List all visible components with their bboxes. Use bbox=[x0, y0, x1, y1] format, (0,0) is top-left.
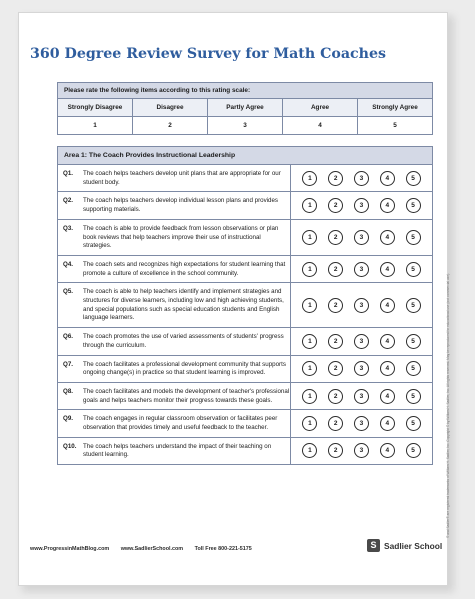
rating-option-1[interactable]: 1 bbox=[302, 443, 317, 458]
rating-options bbox=[291, 256, 432, 282]
rating-option-1[interactable]: 1 bbox=[302, 230, 317, 245]
question-text: The coach facilitates a professional development community that supports ongoing change(s) in practice so that student learning is improved. bbox=[83, 356, 291, 382]
sadlier-logo bbox=[367, 539, 442, 552]
question-list bbox=[58, 164, 432, 464]
page-title: 360 Degree Review Survey for Math Coaches bbox=[30, 46, 386, 62]
question-row bbox=[58, 409, 432, 436]
rating-option-5[interactable]: 5 bbox=[406, 416, 421, 431]
scale-label: Disagree bbox=[133, 99, 208, 116]
rating-scale-instruction: Please rate the following items according to this rating scale: bbox=[58, 83, 432, 99]
rating-option-4[interactable]: 4 bbox=[380, 334, 395, 349]
question-text: The coach facilitates and models the development of teacher's professional goals and helps teachers monitor their progress towards these goals. bbox=[83, 383, 291, 409]
rating-option-3[interactable]: 3 bbox=[354, 389, 369, 404]
rating-option-4[interactable]: 4 bbox=[380, 262, 395, 277]
rating-option-5[interactable]: 5 bbox=[406, 443, 421, 458]
rating-option-3[interactable]: 3 bbox=[354, 443, 369, 458]
question-number: Q9. bbox=[63, 415, 73, 423]
rating-option-5[interactable]: 5 bbox=[406, 198, 421, 213]
rating-option-5[interactable]: 5 bbox=[406, 389, 421, 404]
question-number: Q5. bbox=[63, 288, 73, 296]
question-row bbox=[58, 355, 432, 382]
rating-options bbox=[291, 192, 432, 218]
rating-options bbox=[291, 283, 432, 327]
rating-option-4[interactable]: 4 bbox=[380, 361, 395, 376]
rating-options bbox=[291, 410, 432, 436]
question-number: Q8. bbox=[63, 387, 73, 395]
rating-option-3[interactable]: 3 bbox=[354, 334, 369, 349]
rating-options bbox=[291, 438, 432, 464]
rating-option-1[interactable]: 1 bbox=[302, 334, 317, 349]
rating-option-1[interactable]: 1 bbox=[302, 389, 317, 404]
area-title: Area 1: The Coach Provides Instructional Leadership bbox=[58, 147, 432, 164]
question-row bbox=[58, 437, 432, 464]
question-text: The coach is able to provide feedback from lesson observations or plan book reviews that help teachers improve their use of instructional strategies. bbox=[83, 220, 291, 255]
question-text: The coach engages in regular classroom observation or facilitates peer observation that provides timely and useful feedback to the teacher. bbox=[83, 410, 291, 436]
rating-option-1[interactable]: 1 bbox=[302, 298, 317, 313]
question-text: The coach is able to help teachers identify and implement strategies and structures for diverse learners, including low and high achieving students, and special populations such as special education students and English language learners. bbox=[83, 283, 291, 327]
question-number: Q7. bbox=[63, 360, 73, 368]
rating-option-4[interactable]: 4 bbox=[380, 230, 395, 245]
question-text: The coach promotes the use of varied assessments of students' progress through the curriculum. bbox=[83, 328, 291, 354]
rating-option-3[interactable]: 3 bbox=[354, 171, 369, 186]
rating-scale-table bbox=[57, 82, 433, 135]
rating-option-1[interactable]: 1 bbox=[302, 416, 317, 431]
question-row bbox=[58, 191, 432, 218]
rating-options bbox=[291, 383, 432, 409]
rating-option-3[interactable]: 3 bbox=[354, 262, 369, 277]
question-number: Q6. bbox=[63, 333, 73, 341]
rating-option-5[interactable]: 5 bbox=[406, 298, 421, 313]
rating-option-4[interactable]: 4 bbox=[380, 298, 395, 313]
scale-label: Partly Agree bbox=[208, 99, 283, 116]
scale-label: Agree bbox=[283, 99, 358, 116]
rating-option-5[interactable]: 5 bbox=[406, 334, 421, 349]
question-row bbox=[58, 382, 432, 409]
rating-options bbox=[291, 165, 432, 191]
rating-option-1[interactable]: 1 bbox=[302, 171, 317, 186]
rating-option-5[interactable]: 5 bbox=[406, 230, 421, 245]
rating-option-5[interactable]: 5 bbox=[406, 171, 421, 186]
rating-option-2[interactable]: 2 bbox=[328, 389, 343, 404]
rating-option-2[interactable]: 2 bbox=[328, 298, 343, 313]
rating-option-2[interactable]: 2 bbox=[328, 198, 343, 213]
rating-options bbox=[291, 356, 432, 382]
rating-options bbox=[291, 220, 432, 255]
rating-option-4[interactable]: 4 bbox=[380, 443, 395, 458]
question-row bbox=[58, 219, 432, 255]
rating-option-4[interactable]: 4 bbox=[380, 171, 395, 186]
rating-option-1[interactable]: 1 bbox=[302, 361, 317, 376]
rating-option-4[interactable]: 4 bbox=[380, 389, 395, 404]
scale-label: Strongly Disagree bbox=[58, 99, 133, 116]
rating-option-3[interactable]: 3 bbox=[354, 198, 369, 213]
rating-option-2[interactable]: 2 bbox=[328, 443, 343, 458]
question-number: Q2. bbox=[63, 197, 73, 205]
logo-icon: S bbox=[367, 539, 380, 552]
scale-number: 3 bbox=[208, 117, 283, 134]
scale-number: 5 bbox=[393, 122, 397, 129]
scale-number: 2 bbox=[133, 117, 208, 134]
question-row bbox=[58, 327, 432, 354]
copyright-side-text: ® and Sadlier® are registered trademarks of William H. Sadlier, Inc. Copyright © by William H. Sadlier, Inc. All rights reserved. May be reproduced for educational use (not commercial use). bbox=[446, 273, 450, 538]
rating-option-2[interactable]: 2 bbox=[328, 334, 343, 349]
rating-option-2[interactable]: 2 bbox=[328, 230, 343, 245]
rating-option-2[interactable]: 2 bbox=[328, 171, 343, 186]
question-text: The coach helps teachers develop unit plans that are appropriate for our student body. bbox=[83, 165, 291, 191]
rating-option-2[interactable]: 2 bbox=[328, 361, 343, 376]
question-number: Q4. bbox=[63, 260, 73, 268]
rating-option-5[interactable]: 5 bbox=[406, 361, 421, 376]
scale-number: 4 bbox=[283, 117, 358, 134]
question-text: The coach helps teachers understand the impact of their teaching on student learning. bbox=[83, 438, 291, 464]
question-number: Q10. bbox=[63, 442, 77, 450]
rating-option-3[interactable]: 3 bbox=[354, 416, 369, 431]
rating-scale-numbers-row bbox=[58, 117, 432, 134]
rating-options bbox=[291, 328, 432, 354]
question-row bbox=[58, 164, 432, 191]
rating-option-4[interactable]: 4 bbox=[380, 416, 395, 431]
question-row bbox=[58, 255, 432, 282]
rating-option-2[interactable]: 2 bbox=[328, 416, 343, 431]
rating-option-1[interactable]: 1 bbox=[302, 198, 317, 213]
question-text: The coach sets and recognizes high expectations for student learning that promote a culture of excellence in the school community. bbox=[83, 256, 291, 282]
survey-area-table bbox=[57, 146, 433, 465]
scale-number: 1 bbox=[58, 117, 133, 134]
footer-website-link[interactable]: www.SadlierSchool.com bbox=[120, 546, 184, 552]
question-row bbox=[58, 282, 432, 327]
rating-option-5[interactable]: 5 bbox=[406, 262, 421, 277]
footer bbox=[30, 546, 262, 552]
footer-website-link[interactable]: www.ProgressinMathBlog.com bbox=[30, 546, 110, 552]
rating-option-3[interactable]: 3 bbox=[354, 230, 369, 245]
rating-option-3[interactable]: 3 bbox=[354, 361, 369, 376]
footer-phone: Toll Free 800-221-5175 bbox=[194, 546, 252, 552]
rating-option-1[interactable]: 1 bbox=[302, 262, 317, 277]
question-text: The coach helps teachers develop individual lesson plans and provides supporting materials. bbox=[83, 192, 291, 218]
rating-option-2[interactable]: 2 bbox=[328, 262, 343, 277]
scale-label: Strongly Agree bbox=[372, 104, 418, 111]
question-number: Q1. bbox=[63, 170, 73, 177]
rating-option-3[interactable]: 3 bbox=[354, 298, 369, 313]
logo-text: Sadlier School bbox=[384, 540, 443, 551]
question-number: Q3. bbox=[63, 224, 73, 232]
rating-scale-labels-row bbox=[58, 99, 432, 117]
rating-option-4[interactable]: 4 bbox=[380, 198, 395, 213]
